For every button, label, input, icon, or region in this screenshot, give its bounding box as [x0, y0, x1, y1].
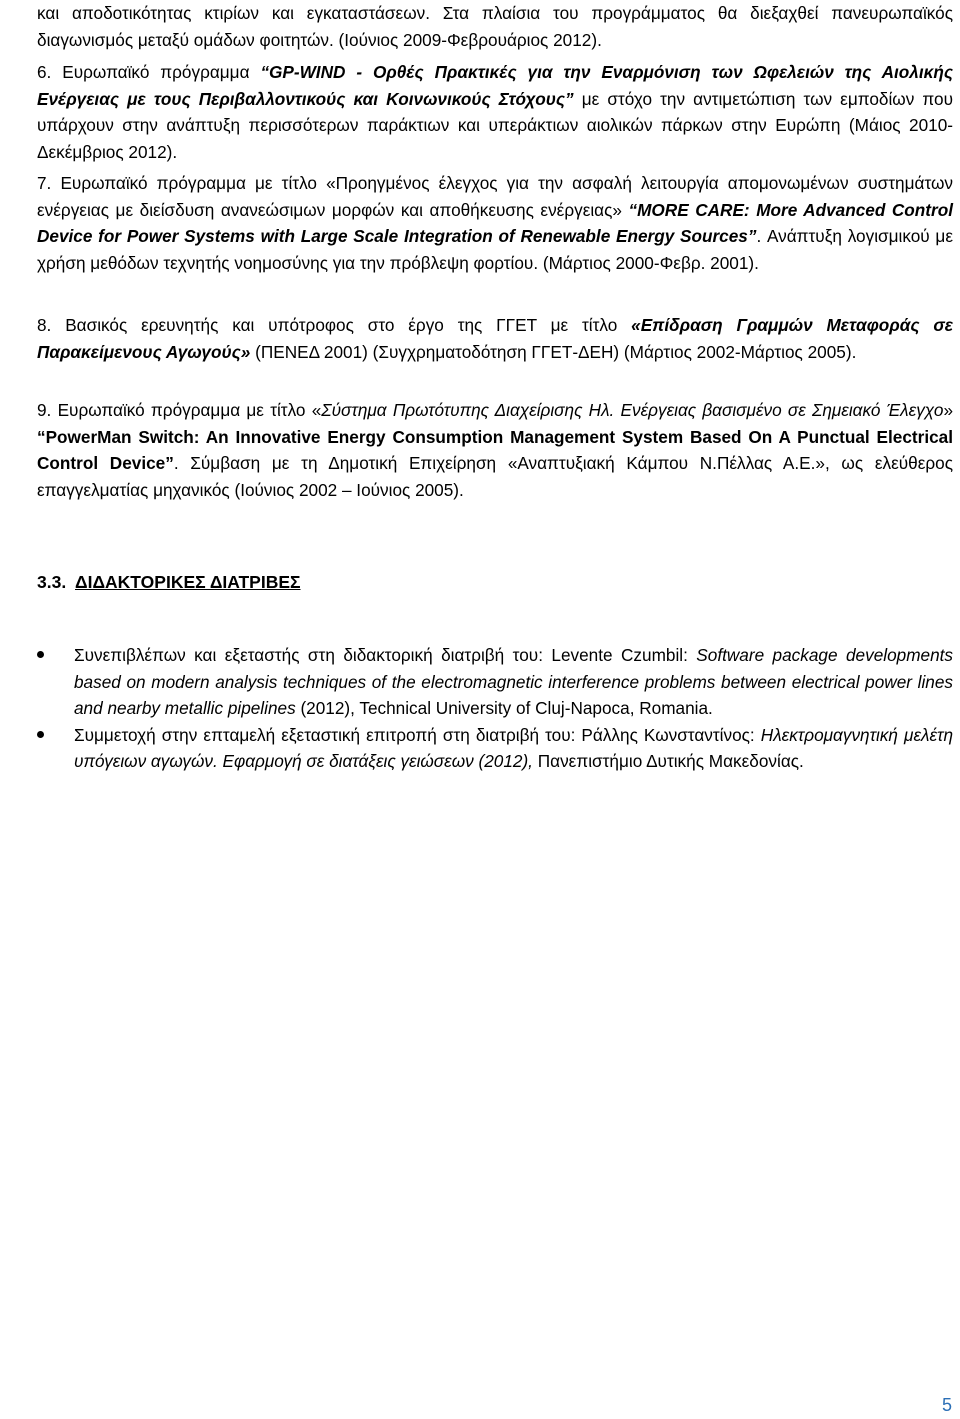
bullet-icon — [37, 651, 44, 658]
intro-text: και αποδοτικότητας κτιρίων και εγκαταστάσεων. Στα πλαίσια του προγράμματος θα διεξαχθεί πανευρωπαϊκός διαγωνισμός μεταξύ ομάδων φοιτητών. (Ιούνιος 2009-Φεβρουάριος 2012). — [37, 3, 953, 50]
project-title-italic: Σύστημα Πρωτότυπης Διαχείρισης Ηλ. Ενέργειας βασισμένο σε Σημειακό Έλεγχο — [321, 400, 944, 420]
section-heading — [37, 570, 301, 594]
page-number: 5 — [941, 1395, 952, 1415]
item-text: με στόχο την αντιμετώπιση των εμποδίων που υπάρχουν στην ανάπτυξη περισσότερων παράκτιων και υπεράκτιων αιολικών πάρκων στην Ευρώπη (Μάιος 2010-Δεκέμβριος 2012). — [37, 88, 953, 162]
intro-paragraph — [37, 0, 953, 53]
item-text: . Ανάπτυξη λογισμικού με χρήση μεθόδων τεχνητής νοημοσύνης για την πρόβλεψη φορτίου. (Μάρτιος 2000-Φεβρ. 2001). — [37, 226, 954, 273]
bullet-list — [37, 642, 953, 775]
thesis-title: Ηλεκτρομαγνητική μελέτη υπόγειων αγωγών. Εφαρμογή σε διατάξεις γειώσεων (2012), — [74, 724, 953, 772]
item-text: Ευρωπαϊκό πρόγραμμα με τίτλο « — [57, 400, 322, 420]
section-title: ΔΙΔΑΚΤΟΡΙΚΕΣ ΔΙΑΤΡΙΒΕΣ — [75, 572, 301, 592]
list-item-9 — [37, 397, 953, 503]
item-text: . Σύμβαση με τη Δημοτική Επιχείρηση «Αναπτυξιακή Κάμπου Ν.Πέλλας Α.Ε.», ως ελεύθερος επαγγελματίας μηχανικός (Ιούνιος 2002 – Ιούνιος 2005). — [37, 453, 953, 500]
section-number: 3.3. — [37, 572, 67, 592]
item-text: Ευρωπαϊκό πρόγραμμα με τίτλο «Προηγμένος έλεγχος για την ασφαλή λειτουργία απομονωμένων συστημάτων ενέργειας με διείσδυση ανανεώσιμων μορφών και αποθήκευσης ενέργειας» — [37, 173, 953, 220]
item-text: Ευρωπαϊκό πρόγραμμα — [62, 62, 261, 82]
bullet-text: Συμμετοχή στην επταμελή εξεταστική επιτροπή στη διατριβή του: Ράλλης Κωνσταντίνος: — [74, 724, 761, 745]
project-title: “GP-WIND - Ορθές Πρακτικές για την Εναρμόνιση των Ωφελειών της Αιολικής Ενέργειας με τους Περιβαλλοντικούς και Κοινωνικούς Στόχους” — [37, 62, 953, 109]
item-number: 9. — [37, 400, 52, 420]
bullet-text: Πανεπιστήμιο Δυτικής Μακεδονίας. — [532, 751, 804, 772]
item-number: 7. — [37, 173, 52, 193]
bullet-icon — [37, 731, 44, 738]
project-title: «Επίδραση Γραμμών Μεταφοράς σε Παρακείμενους Αγωγούς» — [37, 315, 953, 362]
bullet-item — [37, 722, 953, 775]
project-title: “MORE CARE: More Advanced Control Device for Power Systems with Large Scale Integration of Renewable Energy Sources” — [37, 199, 953, 247]
project-title: “PowerMan Switch: An Innovative Energy Consumption Management System Based On A Punctual Electrical Control Device” — [37, 426, 953, 474]
item-text: (ΠΕΝΕΔ 2001) (Συγχρηματοδότηση ΓΓΕΤ-ΔΕΗ) (Μάρτιος 2002-Μάρτιος 2005). — [250, 341, 857, 362]
bullet-item — [37, 642, 953, 722]
list-item-7 — [37, 170, 953, 276]
item-number: 8. — [37, 315, 52, 335]
list-item-8 — [37, 312, 953, 365]
item-text: Βασικός ερευνητής και υπότροφος στο έργο της ΓΓΕΤ με τίτλο — [65, 315, 632, 335]
item-number: 6. — [37, 62, 52, 82]
item-text: » — [943, 400, 954, 420]
list-item-6 — [37, 59, 953, 165]
bullet-text: Συνεπιβλέπων και εξεταστής στη διδακτορική διατριβή του: Levente Czumbil: — [74, 645, 697, 665]
thesis-title: Software package developments based on modern analysis techniques of the electromagnetic interference problems between electrical power lines and nearby metallic pipelines — [74, 645, 953, 719]
bullet-text: (2012), Technical University of Cluj-Napoca, Romania. — [295, 698, 713, 719]
